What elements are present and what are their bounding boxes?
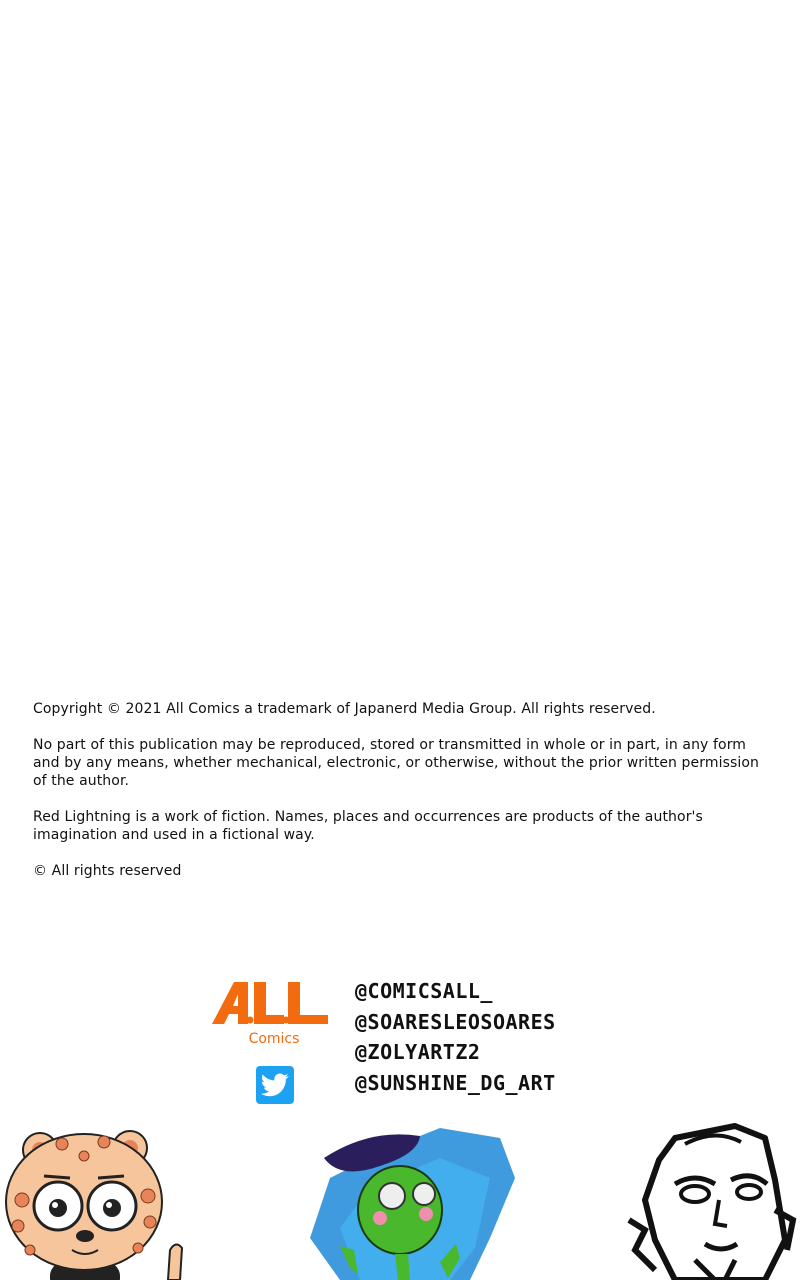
rights-text: © All rights reserved [33, 863, 182, 879]
leopard-character-illustration [0, 1122, 200, 1280]
legal-notice [33, 700, 773, 880]
social-handles [355, 978, 556, 1100]
fiction-disclaimer: Red Lightning is a work of fiction. Names, places and occurrences are products of the author's imagination and used in a fictional way. [33, 809, 703, 843]
handle-soaresleosoares[interactable]: @SOARESLEOSOARES [355, 1009, 556, 1034]
handle-zolyartz2[interactable]: @ZOLYARTZ2 [355, 1040, 481, 1064]
sketch-character-illustration [615, 1120, 800, 1280]
all-comics-logo [212, 980, 330, 1050]
handle-sunshine-dg-art[interactable]: @SUNSHINE_DG_ART [355, 1070, 556, 1095]
zombie-character-illustration [300, 1118, 530, 1280]
logo-subtitle: Comics [248, 1031, 300, 1047]
copyright-text: Copyright © 2021 All Comics a trademark of Japanerd Media Group. All rights reserved. [33, 701, 656, 717]
twitter-bird-icon [261, 1073, 289, 1097]
handle-comicsall[interactable]: @COMICSALL_ [355, 979, 493, 1003]
twitter-icon[interactable] [256, 1066, 294, 1104]
reproduction-text: No part of this publication may be reproduced, stored or transmitted in whole or in part, in any form and by any means, whether mechanical, electronic, or otherwise, without the prior written permission of the author. [33, 737, 760, 789]
